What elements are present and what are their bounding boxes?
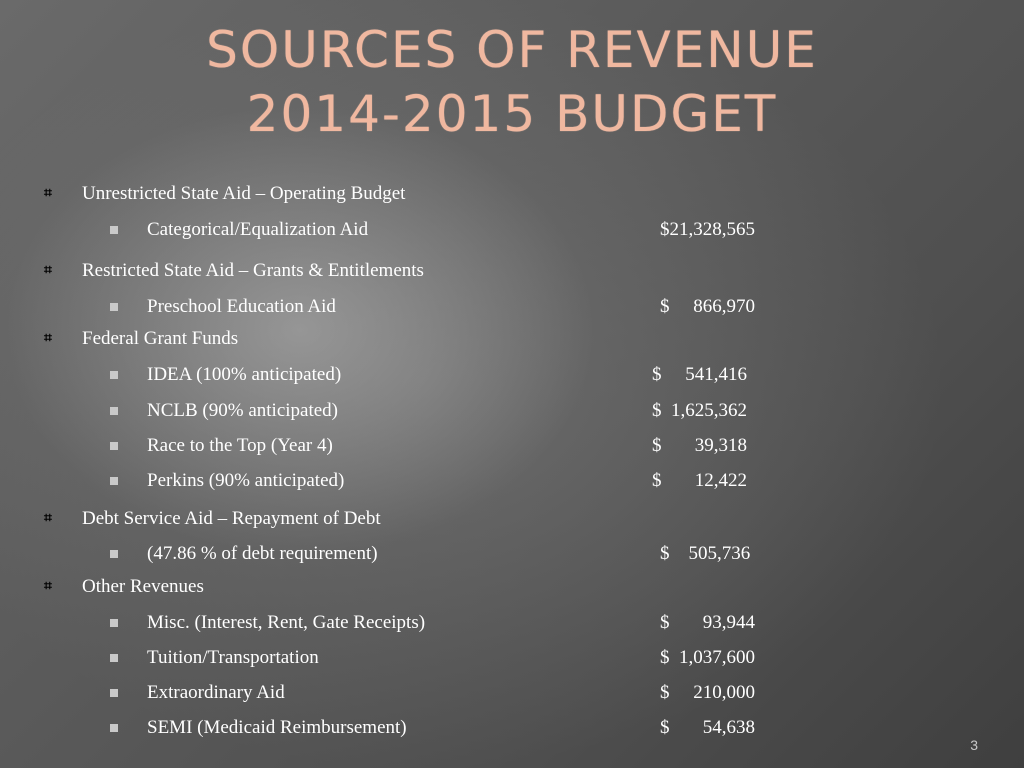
section-heading-row bbox=[0, 260, 1024, 290]
section-heading-row bbox=[0, 328, 1024, 358]
hash-bullet-icon: ⌗ bbox=[44, 510, 52, 526]
line-item-row bbox=[0, 717, 1024, 747]
square-bullet-icon bbox=[110, 303, 118, 311]
hash-bullet-icon: ⌗ bbox=[44, 578, 52, 594]
square-bullet-icon bbox=[110, 550, 118, 558]
section-heading: Debt Service Aid – Repayment of Debt bbox=[82, 508, 381, 529]
square-bullet-icon bbox=[110, 477, 118, 485]
line-item-row bbox=[0, 682, 1024, 712]
line-item-amount: $ 93,944 bbox=[660, 612, 755, 633]
line-item-row bbox=[0, 543, 1024, 573]
line-item-row bbox=[0, 435, 1024, 465]
line-item-amount: $ 210,000 bbox=[660, 682, 755, 703]
square-bullet-icon bbox=[110, 371, 118, 379]
line-item-amount: $ 1,625,362 bbox=[652, 400, 747, 421]
section-heading-row bbox=[0, 576, 1024, 606]
page-number: 3 bbox=[970, 737, 978, 753]
line-item-row bbox=[0, 400, 1024, 430]
line-item-amount: $ 54,638 bbox=[660, 717, 755, 738]
line-item-amount: $ 541,416 bbox=[652, 364, 747, 385]
line-item-label: NCLB (90% anticipated) bbox=[147, 400, 339, 421]
section-heading-row bbox=[0, 508, 1024, 538]
line-item-row bbox=[0, 470, 1024, 500]
hash-bullet-icon: ⌗ bbox=[44, 185, 52, 201]
line-item-amount: $ 12,422 bbox=[652, 470, 747, 491]
line-item-label: Preschool Education Aid bbox=[147, 296, 336, 317]
line-item-amount: $21,328,565 bbox=[660, 219, 755, 240]
title-line-2: 2014-2015 BUDGET bbox=[246, 85, 778, 143]
line-item-label: Categorical/Equalization Aid bbox=[147, 219, 369, 240]
line-item-label: Perkins (90% anticipated) bbox=[147, 470, 345, 491]
line-item-label: Misc. (Interest, Rent, Gate Receipts) bbox=[147, 612, 426, 633]
line-item-row bbox=[0, 612, 1024, 642]
section-heading: Restricted State Aid – Grants & Entitlements bbox=[82, 260, 424, 281]
title-line-1: SOURCES OF REVENUE bbox=[206, 21, 818, 79]
square-bullet-icon bbox=[110, 226, 118, 234]
hash-bullet-icon: ⌗ bbox=[44, 262, 52, 278]
square-bullet-icon bbox=[110, 724, 118, 732]
line-item-amount: $ 39,318 bbox=[652, 435, 747, 456]
line-item-row bbox=[0, 364, 1024, 394]
line-item-label: Tuition/Transportation bbox=[147, 647, 319, 668]
section-heading: Unrestricted State Aid – Operating Budget bbox=[82, 183, 406, 204]
section-heading-row bbox=[0, 183, 1024, 213]
line-item-amount: $ 505,736 bbox=[660, 543, 751, 564]
line-item-row bbox=[0, 219, 1024, 249]
slide-title bbox=[0, 18, 1024, 146]
section-heading: Federal Grant Funds bbox=[82, 328, 239, 349]
section-heading: Other Revenues bbox=[82, 576, 204, 597]
square-bullet-icon bbox=[110, 442, 118, 450]
line-item-amount: $ 1,037,600 bbox=[660, 647, 755, 668]
line-item-label: (47.86 % of debt requirement) bbox=[147, 543, 378, 564]
hash-bullet-icon: ⌗ bbox=[44, 330, 52, 346]
line-item-row bbox=[0, 647, 1024, 677]
square-bullet-icon bbox=[110, 619, 118, 627]
square-bullet-icon bbox=[110, 689, 118, 697]
line-item-amount: $ 866,970 bbox=[660, 296, 755, 317]
line-item-row bbox=[0, 296, 1024, 326]
line-item-label: IDEA (100% anticipated) bbox=[147, 364, 342, 385]
square-bullet-icon bbox=[110, 407, 118, 415]
line-item-label: Race to the Top (Year 4) bbox=[147, 435, 333, 456]
line-item-label: SEMI (Medicaid Reimbursement) bbox=[147, 717, 407, 738]
square-bullet-icon bbox=[110, 654, 118, 662]
line-item-label: Extraordinary Aid bbox=[147, 682, 285, 703]
